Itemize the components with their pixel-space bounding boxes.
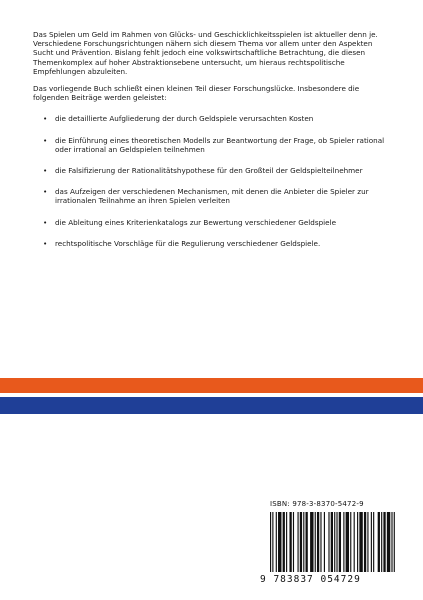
barcode-bar: [286, 512, 287, 572]
barcode-bar: [334, 512, 335, 572]
bullet-marker: •: [43, 135, 48, 145]
isbn-label: ISBN: 978-3-8370-5472-9: [270, 500, 364, 508]
barcode-bar: [293, 512, 294, 572]
barcode-bar: [367, 512, 368, 572]
barcode-bar: [270, 512, 271, 572]
barcode-bar: [276, 512, 277, 572]
list-item-text: das Aufzeigen der verschiedenen Mechanismen, mit denen die Anbieter die Spieler zur irrationalen Teilnahme an ihren Spielen verleiten: [55, 187, 369, 206]
blue-stripe: [0, 397, 423, 414]
barcode-bar: [343, 512, 344, 572]
barcode-bar: [303, 512, 304, 572]
list-item-text: die Einführung eines theoretischen Modells zur Beantwortung der Frage, ob Spieler rational oder irrational an Geldspielen teilnehmen: [55, 135, 385, 154]
orange-stripe: [0, 378, 423, 393]
list-item: [33, 218, 395, 227]
barcode-bar: [331, 512, 333, 572]
barcode-bar: [378, 512, 380, 572]
list-item-text: die detaillierte Aufgliederung der durch Geldspiele verursachten Kosten: [55, 114, 314, 124]
barcode-bar: [324, 512, 325, 572]
barcode-bar: [383, 512, 385, 572]
barcode-bar: [373, 512, 374, 572]
barcode-bar: [381, 512, 382, 572]
barcode-bar: [315, 512, 316, 572]
list-item-text: rechtspolitische Vorschläge für die Regulierung verschiedener Geldspiele.: [55, 238, 321, 248]
barcode-bar: [283, 512, 285, 572]
barcode-bar: [300, 512, 302, 572]
list-item: [33, 239, 395, 248]
contribution-paragraph: Das vorliegende Buch schließt einen kleinen Teil dieser Forschungslücke. Insbesondere die folgenden Beiträge werden geleistet:: [33, 84, 360, 103]
barcode-bar: [354, 512, 355, 572]
bullet-marker: •: [43, 217, 48, 227]
list-item: [33, 114, 395, 123]
barcode-number: 9 783837 054729: [260, 574, 361, 585]
barcode-bar: [328, 512, 329, 572]
barcode-bar: [272, 512, 273, 572]
list-item: [33, 166, 395, 175]
barcode-bar: [310, 512, 313, 572]
barcode-icon: [270, 512, 396, 572]
barcode-bar: [387, 512, 390, 572]
contribution-list: [33, 114, 395, 248]
barcode-bar: [391, 512, 392, 572]
barcode-bar: [317, 512, 319, 572]
bullet-marker: •: [43, 187, 48, 197]
barcode-bar: [359, 512, 362, 572]
barcode-bar: [339, 512, 341, 572]
barcode-bar: [297, 512, 298, 572]
barcode-bar: [371, 512, 372, 572]
barcode-bar: [394, 512, 395, 572]
barcode-bar: [364, 512, 366, 572]
bullet-marker: •: [43, 166, 48, 176]
bullet-marker: •: [43, 114, 48, 124]
barcode-bar: [357, 512, 358, 572]
barcode-bar: [289, 512, 291, 572]
list-item-text: die Ableitung eines Kriterienkatalogs zur Bewertung verschiedener Geldspiele: [55, 217, 336, 227]
barcode-bar: [346, 512, 349, 572]
barcode-bar: [278, 512, 281, 572]
barcode-bar: [336, 512, 337, 572]
barcode-bar: [320, 512, 321, 572]
barcode-bar: [306, 512, 308, 572]
barcode-bar: [350, 512, 351, 572]
blurb-text: [33, 30, 395, 260]
intro-paragraph: Das Spielen um Geld im Rahmen von Glücks- und Geschicklichkeitsspielen ist aktueller denn je. Verschiedene Forschungsrichtungen nähern sich diesem Thema vor allem unter den Aspekten Sucht und Prävention. Bislang fehlt jedoch eine volkswirtschaftliche Betrachtung, die diesen Themenkomplex auf hoher Abstraktionsebene untersucht, um hieraus rechtspolitische Empfehlungen abzuleiten.: [33, 30, 378, 76]
barcode-area: [256, 498, 406, 590]
bullet-marker: •: [43, 238, 48, 248]
list-item: [33, 136, 395, 154]
list-item-text: die Falsifizierung der Rationalitätshypothese für den Großteil der Geldspielteilnehmer: [55, 166, 363, 176]
list-item: [33, 187, 395, 205]
